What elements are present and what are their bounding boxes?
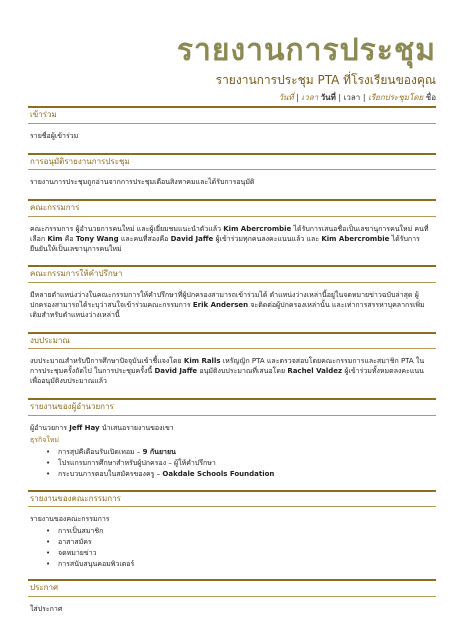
section-heading: รายงานของคณะกรรมการ	[28, 490, 436, 508]
section-budget	[28, 332, 436, 398]
list-item: • อาสาสมัคร	[46, 538, 434, 548]
section-heading: ประกาศ	[28, 579, 436, 597]
list-item: • การสนับสนุนคอมพิวเตอร์	[46, 560, 434, 570]
text-run: อนุมัติงบประมาณที่เสนอโดย	[199, 367, 286, 376]
text-run: ได้รับการเสนอชื่อเป็นเลขานุการคนใหม่ คนที่เลือก	[30, 224, 429, 243]
section-body	[28, 217, 436, 265]
list-item: • การเป็นสมาชิก	[46, 527, 434, 537]
text-run: คณะกรรมการ ผู้อำนวยการคนใหม่ และผู้เยี่ยมชมแนะนำตัวแล้ว	[30, 224, 222, 233]
section-director	[28, 398, 436, 490]
person-name: Erik Andersen	[192, 300, 249, 309]
list-item	[46, 470, 434, 480]
section-body	[28, 507, 436, 579]
section-body	[28, 283, 436, 331]
board-paragraph	[30, 225, 434, 254]
section-heading: คณะกรรมการให้คำปรึกษา	[28, 265, 436, 283]
time-value: วันที่	[320, 93, 336, 102]
person-name: David Jaffe	[170, 234, 214, 243]
called-by-value: ชื่อ	[425, 93, 436, 102]
section-heading: คณะกรรมการ	[28, 199, 436, 217]
section-body	[28, 349, 436, 397]
section-advisory	[28, 265, 436, 331]
document-subtitle: รายงานการประชุม PTA ที่โรงเรียนของคุณ	[215, 73, 436, 87]
section-board	[28, 199, 436, 265]
person-name: Kim	[47, 234, 63, 243]
section-body	[28, 416, 436, 490]
section-committee	[28, 490, 436, 580]
organization-name: Oakdale Schools Foundation	[162, 469, 275, 478]
text-run: กระบวนการตอบในสมัครของครู –	[58, 469, 161, 478]
announcements-text: ใส่ประกาศ	[30, 605, 63, 614]
time-label: เวลา	[301, 93, 319, 102]
meta-separator: |	[338, 93, 342, 102]
section-approval	[28, 153, 436, 200]
list-item: • จดหมายข่าว	[46, 549, 434, 559]
text-run: ผู้เข้าร่วมทุกคนลงคะแนนแล้ว และ	[215, 234, 320, 243]
person-name: Kim Abercrombie	[223, 224, 292, 233]
attendees-text: รายชื่อผู้เข้าร่วม	[30, 131, 79, 140]
section-body	[28, 124, 436, 153]
person-name: Rachel Valdez	[287, 367, 343, 376]
called-by-label: เรียกประชุมโดย	[368, 93, 424, 102]
text-run: การสุปคีเดือนรับเปิดเทอม –	[58, 448, 141, 457]
person-name: Tony Wang	[75, 234, 119, 243]
section-heading: รายงานของผู้อำนวยการ	[28, 398, 436, 416]
person-name: Kim Ralls	[183, 357, 221, 366]
person-name: Jeff Hay	[69, 423, 100, 432]
meeting-meta	[278, 94, 436, 102]
text-run: เหรัญญิก PTA และตรวจสอบโดยคณะกรรมการและสมาชิก PTA ในการประชุมครั้งถัดไป ในการประชุมครั้งนี้	[30, 357, 425, 376]
director-paragraph	[30, 424, 434, 434]
section-attendees	[28, 106, 436, 153]
date-value: 9 กันยายน	[142, 448, 176, 457]
list-item: • โปรแกรมการศึกษาสำหรับผู้ปกครอง – ผู้ให้คำปรึกษา	[46, 459, 434, 469]
new-business-subheading: ธุรกิจใหม่	[30, 436, 60, 445]
section-body	[28, 597, 436, 626]
section-heading: งบประมาณ	[28, 332, 436, 350]
section-announcements	[28, 579, 436, 626]
section-body	[28, 170, 436, 199]
text-run: คือ	[64, 234, 74, 243]
committee-list	[30, 527, 434, 569]
budget-paragraph	[30, 357, 434, 386]
text-run: จะติดต่อผู้ปกครองเหล่านั้น และเท่าการสรรหาบุคลากรเพิ่มเติมสำหรับตำแหน่งว่างเหล่านี้	[30, 300, 425, 319]
person-name: David Jaffe	[154, 367, 198, 376]
date-label: วันที่	[278, 93, 294, 102]
section-heading: เข้าร่วม	[28, 106, 436, 124]
approval-text: รายงานการประชุมถูกอ่านจากการประชุมเดือนสิงหาคมและได้รับการอนุมัติ	[30, 178, 255, 187]
text-run: ผู้เข้าร่วมทั้งหมดลงคะแนนเพื่ออนุมัติงบประมาณแล้ว	[30, 367, 424, 385]
document-title: รายงานการประชุม	[176, 33, 436, 68]
list-item	[46, 448, 434, 458]
time-value-2: เวลา	[343, 93, 361, 102]
document-body	[28, 106, 436, 626]
meta-separator: |	[362, 93, 366, 102]
new-business-list	[30, 448, 434, 479]
meta-separator: |	[296, 93, 299, 102]
text-run: งบประมาณสำหรับปีการศึกษาปัจจุบันเข้าชี้แจงโดย	[30, 357, 182, 366]
text-run: ได้รับการยืนยันให้เป็นเลขานุการคนใหม่	[30, 234, 420, 253]
text-run: และคนที่สองคือ	[120, 234, 169, 243]
text-run: มีหลายตำแหน่งว่างในคณะกรรมการให้คำปรึกษาที่ผู้ปกครองสามารถเข้าร่วมได้ ตำแหน่งว่างเหล่านี้อยู่ในจดหมายข่าวฉบับล่าสุด ผู้ปกครองสามารถได้ระบุว่าสนใจเข้าร่วมคณะกรรมการ	[30, 291, 419, 309]
advisory-paragraph	[30, 291, 434, 320]
text-run: นำเสนอรายงานของเขา	[101, 423, 174, 432]
text-run: ผู้อำนวยการ	[30, 423, 67, 432]
person-name: Kim Abercrombie	[321, 234, 390, 243]
committee-text: รายงานของคณะกรรมการ	[30, 515, 110, 524]
section-heading: การอนุมัติรายงานการประชุม	[28, 153, 436, 171]
